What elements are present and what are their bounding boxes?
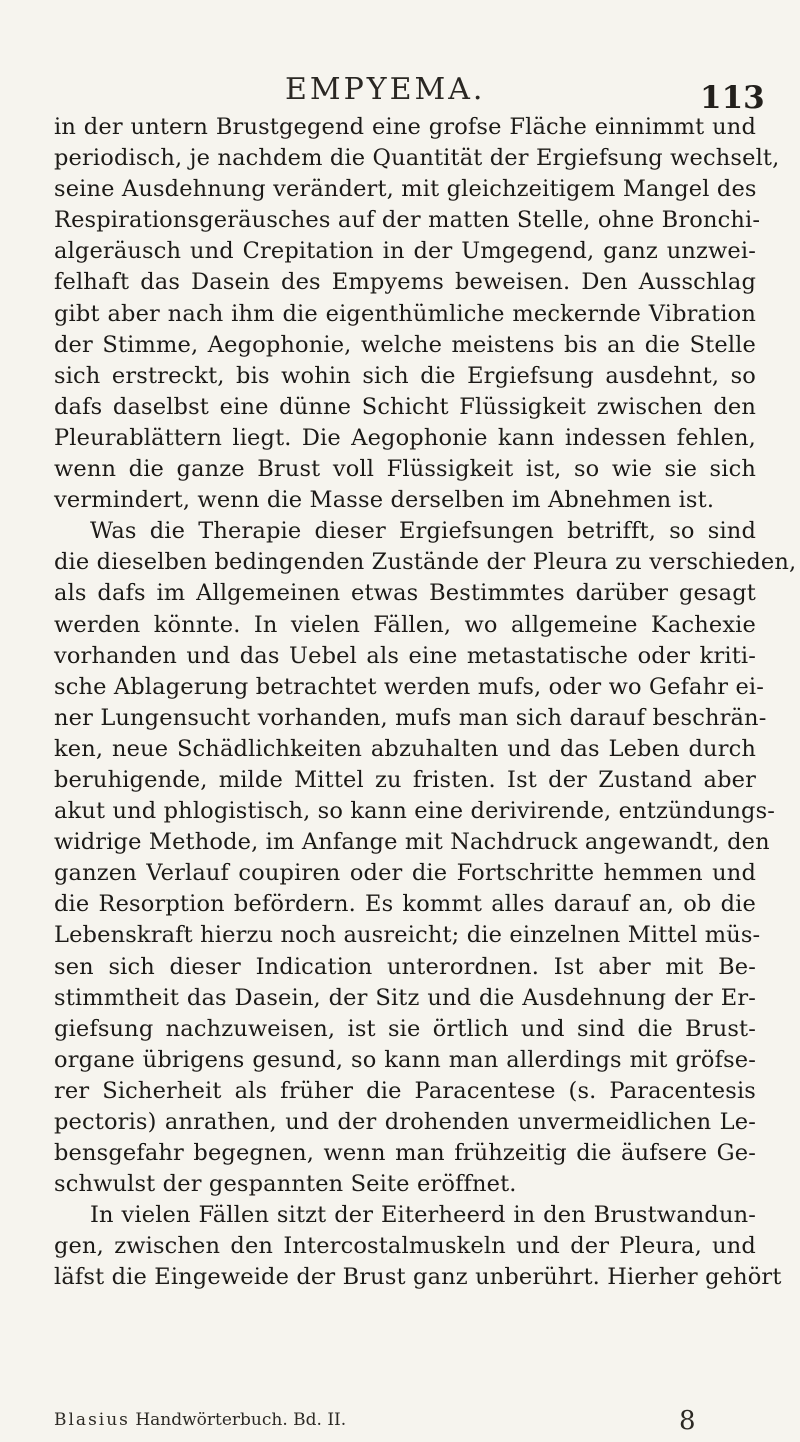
text-line-29: stimmtheit das Dasein, der Sitz und die Ausdehnung der Er- bbox=[54, 984, 756, 1011]
text-line-14: Was die Therapie dieser Ergiefsungen betrifft, so sind bbox=[90, 518, 756, 545]
text-line-36: In vielen Fällen sitzt der Eiterheerd in den Brustwandun- bbox=[90, 1202, 756, 1229]
text-line-30: giefsung nachzuweisen, ist sie örtlich und sind die Brust- bbox=[54, 1015, 756, 1042]
text-line-24: widrige Methode, im Anfange mit Nachdruck angewandt, den bbox=[54, 829, 770, 856]
text-line-26: die Resorption befördern. Es kommt alles darauf an, ob die bbox=[54, 891, 756, 918]
text-line-34: bensgefahr begegnen, wenn man frühzeitig die äufsere Ge- bbox=[54, 1140, 756, 1167]
text-line-17: werden könnte. In vielen Fällen, wo allgemeine Kachexie bbox=[54, 611, 756, 638]
text-line-23: akut und phlogistisch, so kann eine derivirende, entzündungs- bbox=[54, 798, 776, 825]
text-line-18: vorhanden und das Uebel als eine metastatische oder kriti- bbox=[54, 642, 756, 669]
text-line-25: ganzen Verlauf coupiren oder die Fortschritte hemmen und bbox=[54, 860, 756, 887]
page-number: 113 bbox=[700, 80, 765, 116]
bibliographic-signature bbox=[54, 1410, 346, 1430]
text-line-4: Respirationsgeräusches auf der matten Stelle, ohne Bronchi- bbox=[54, 207, 761, 234]
signature-work: Handwörterbuch. Bd. II. bbox=[135, 1410, 347, 1430]
text-line-8: der Stimme, Aegophonie, welche meistens bis an die Stelle bbox=[54, 331, 756, 358]
page-footer bbox=[54, 1406, 756, 1436]
text-line-9: sich erstreckt, bis wohin sich die Ergiefsung ausdehnt, so bbox=[54, 362, 756, 389]
text-line-28: sen sich dieser Indication unterordnen. Ist aber mit Be- bbox=[54, 953, 756, 980]
signature-mark: 8 bbox=[679, 1406, 696, 1436]
text-line-22: beruhigende, milde Mittel zu fristen. Ist der Zustand aber bbox=[54, 766, 756, 793]
text-line-21: ken, neue Schädlichkeiten abzuhalten und das Leben durch bbox=[54, 735, 756, 762]
text-line-7: gibt aber nach ihm die eigenthümliche meckernde Vibration bbox=[54, 300, 756, 327]
text-line-35: schwulst der gespannten Seite eröffnet. bbox=[54, 1171, 517, 1198]
body-text bbox=[54, 112, 797, 1294]
signature-author: Blasius bbox=[54, 1410, 130, 1430]
text-line-3: seine Ausdehnung verändert, mit gleichzeitigem Mangel des bbox=[54, 176, 757, 203]
text-line-27: Lebenskraft hierzu noch ausreicht; die einzelnen Mittel müs- bbox=[54, 922, 761, 949]
text-line-16: als dafs im Allgemeinen etwas Bestimmtes darüber gesagt bbox=[54, 580, 756, 607]
text-line-2: periodisch, je nachdem die Quantität der Ergiefsung wechselt, bbox=[54, 145, 780, 172]
text-line-6: felhaft das Dasein des Empyems beweisen. Den Ausschlag bbox=[54, 269, 756, 296]
text-line-33: pectoris) anrathen, und der drohenden unvermeidlichen Le- bbox=[54, 1109, 756, 1135]
text-line-20: ner Lungensucht vorhanden, mufs man sich darauf beschrän- bbox=[54, 704, 767, 731]
text-line-10: dafs daselbst eine dünne Schicht Flüssigkeit zwischen den bbox=[54, 393, 756, 420]
text-line-37: gen, zwischen den Intercostalmuskeln und der Pleura, und bbox=[54, 1233, 756, 1260]
text-line-38: läfst die Eingeweide der Brust ganz unberührt. Hierher gehört bbox=[54, 1264, 782, 1291]
text-line-13: vermindert, wenn die Masse derselben im Abnehmen ist. bbox=[54, 487, 715, 514]
text-line-11: Pleurablättern liegt. Die Aegophonie kann indessen fehlen, bbox=[54, 424, 756, 451]
page-header bbox=[0, 58, 800, 116]
running-title: EMPYEMA. bbox=[285, 72, 486, 107]
text-line-15: die dieselben bedingenden Zustände der Pleura zu verschieden, bbox=[54, 549, 797, 576]
text-line-12: wenn die ganze Brust voll Flüssigkeit ist, so wie sie sich bbox=[54, 456, 756, 483]
text-line-1: in der untern Brustgegend eine grofse Fläche einnimmt und bbox=[54, 114, 756, 140]
text-line-32: rer Sicherheit als früher die Paracentese (s. Paracentesis bbox=[54, 1077, 756, 1104]
text-line-19: sche Ablagerung betrachtet werden mufs, oder wo Gefahr ei- bbox=[54, 673, 765, 700]
text-line-5: algeräusch und Crepitation in der Umgegend, ganz unzwei- bbox=[54, 238, 756, 265]
text-line-31: organe übrigens gesund, so kann man allerdings mit gröfse- bbox=[54, 1046, 756, 1073]
